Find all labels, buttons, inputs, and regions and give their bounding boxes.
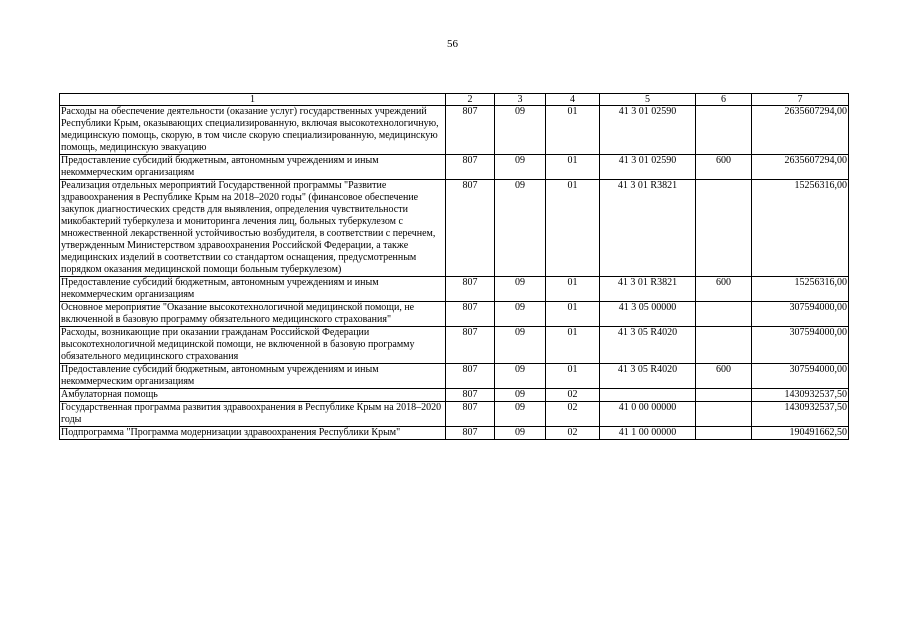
subsection-code-cell: 01 xyxy=(546,277,600,302)
subsection-code-cell: 01 xyxy=(546,327,600,364)
table-row xyxy=(60,302,849,327)
target-article-cell: 41 1 00 00000 xyxy=(600,427,696,440)
expense-type-cell: 600 xyxy=(696,277,752,302)
expense-type-cell xyxy=(696,402,752,427)
header-col-2: 2 xyxy=(446,94,495,106)
subsection-code-cell: 01 xyxy=(546,155,600,180)
expense-type-cell xyxy=(696,389,752,402)
section-code-cell: 09 xyxy=(495,302,546,327)
amount-cell: 15256316,00 xyxy=(752,180,849,277)
subsection-code-cell: 01 xyxy=(546,302,600,327)
section-code-cell: 09 xyxy=(495,277,546,302)
table-row xyxy=(60,155,849,180)
row-name-cell: Государственная программа развития здравоохранения в Республике Крым на 2018–2020 годы xyxy=(60,402,446,427)
table-row xyxy=(60,106,849,155)
amount-cell: 307594000,00 xyxy=(752,364,849,389)
section-code-cell: 09 xyxy=(495,364,546,389)
row-name-cell: Реализация отдельных мероприятий Государственной программы "Развитие здравоохранения в Республике Крым на 2018–2020 годы" (финансовое обеспечение закупок диагностических средств для выявления, определения чувствительности микобактерий туберкулеза и мониторинга лечения лиц, больных туберкулезом с множественной лекарственной устойчивостью возбудителя, в соответствии с перечнем, утвержденным Министерством здравоохранения Российской Федерации, а также медицинских изделий в соответствии со стандартом оснащения, предусмотренным порядком оказания медицинской помощи больным туберкулезом) xyxy=(60,180,446,277)
expense-type-cell: 600 xyxy=(696,155,752,180)
header-col-4: 4 xyxy=(546,94,600,106)
expense-type-cell xyxy=(696,327,752,364)
table-row xyxy=(60,277,849,302)
subsection-code-cell: 02 xyxy=(546,389,600,402)
header-col-5: 5 xyxy=(600,94,696,106)
section-code-cell: 09 xyxy=(495,389,546,402)
row-name-cell: Предоставление субсидий бюджетным, автономным учреждениям и иным некоммерческим организациям xyxy=(60,277,446,302)
ministry-code-cell: 807 xyxy=(446,364,495,389)
table-row xyxy=(60,180,849,277)
target-article-cell: 41 3 01 02590 xyxy=(600,106,696,155)
ministry-code-cell: 807 xyxy=(446,277,495,302)
ministry-code-cell: 807 xyxy=(446,327,495,364)
ministry-code-cell: 807 xyxy=(446,180,495,277)
amount-cell: 307594000,00 xyxy=(752,327,849,364)
amount-cell: 1430932537,50 xyxy=(752,389,849,402)
target-article-cell: 41 3 05 00000 xyxy=(600,302,696,327)
expense-type-cell xyxy=(696,302,752,327)
amount-cell: 2635607294,00 xyxy=(752,155,849,180)
ministry-code-cell: 807 xyxy=(446,106,495,155)
target-article-cell: 41 3 01 R3821 xyxy=(600,277,696,302)
expense-type-cell xyxy=(696,427,752,440)
section-code-cell: 09 xyxy=(495,155,546,180)
section-code-cell: 09 xyxy=(495,106,546,155)
table-row xyxy=(60,327,849,364)
ministry-code-cell: 807 xyxy=(446,302,495,327)
row-name-cell: Подпрограмма "Программа модернизации здравоохранения Республики Крым" xyxy=(60,427,446,440)
section-code-cell: 09 xyxy=(495,180,546,277)
header-col-1: 1 xyxy=(60,94,446,106)
subsection-code-cell: 01 xyxy=(546,364,600,389)
ministry-code-cell: 807 xyxy=(446,389,495,402)
header-col-7: 7 xyxy=(752,94,849,106)
table-body xyxy=(60,106,849,440)
table-row xyxy=(60,389,849,402)
ministry-code-cell: 807 xyxy=(446,402,495,427)
table-row xyxy=(60,427,849,440)
page-number: 56 xyxy=(447,38,458,50)
amount-cell: 190491662,50 xyxy=(752,427,849,440)
target-article-cell: 41 3 01 02590 xyxy=(600,155,696,180)
row-name-cell: Амбулаторная помощь xyxy=(60,389,446,402)
subsection-code-cell: 02 xyxy=(546,427,600,440)
row-name-cell: Расходы на обеспечение деятельности (оказание услуг) государственных учреждений Республики Крым, оказывающих специализированную, включая высокотехнологичную, медицинскую помощь, скорую, в том числе скорую специализированную, медицинскую помощь, медицинскую эвакуацию xyxy=(60,106,446,155)
table-row xyxy=(60,402,849,427)
amount-cell: 307594000,00 xyxy=(752,302,849,327)
section-code-cell: 09 xyxy=(495,427,546,440)
target-article-cell xyxy=(600,389,696,402)
target-article-cell: 41 3 05 R4020 xyxy=(600,327,696,364)
header-col-6: 6 xyxy=(696,94,752,106)
target-article-cell: 41 3 05 R4020 xyxy=(600,364,696,389)
ministry-code-cell: 807 xyxy=(446,427,495,440)
target-article-cell: 41 0 00 00000 xyxy=(600,402,696,427)
row-name-cell: Расходы, возникающие при оказании гражданам Российской Федерации высокотехнологичной медицинской помощи, не включенной в базовую программу обязательного медицинского страхования xyxy=(60,327,446,364)
section-code-cell: 09 xyxy=(495,327,546,364)
table-row xyxy=(60,364,849,389)
subsection-code-cell: 02 xyxy=(546,402,600,427)
header-col-3: 3 xyxy=(495,94,546,106)
section-code-cell: 09 xyxy=(495,402,546,427)
row-name-cell: Предоставление субсидий бюджетным, автономным учреждениям и иным некоммерческим организациям xyxy=(60,155,446,180)
budget-table xyxy=(59,93,849,440)
row-name-cell: Основное мероприятие "Оказание высокотехнологичной медицинской помощи, не включенной в базовую программу обязательного медицинского страхования" xyxy=(60,302,446,327)
expense-type-cell: 600 xyxy=(696,364,752,389)
amount-cell: 15256316,00 xyxy=(752,277,849,302)
amount-cell: 1430932537,50 xyxy=(752,402,849,427)
expense-type-cell xyxy=(696,106,752,155)
amount-cell: 2635607294,00 xyxy=(752,106,849,155)
subsection-code-cell: 01 xyxy=(546,180,600,277)
expense-type-cell xyxy=(696,180,752,277)
ministry-code-cell: 807 xyxy=(446,155,495,180)
header-row xyxy=(60,94,849,106)
target-article-cell: 41 3 01 R3821 xyxy=(600,180,696,277)
subsection-code-cell: 01 xyxy=(546,106,600,155)
row-name-cell: Предоставление субсидий бюджетным, автономным учреждениям и иным некоммерческим организациям xyxy=(60,364,446,389)
